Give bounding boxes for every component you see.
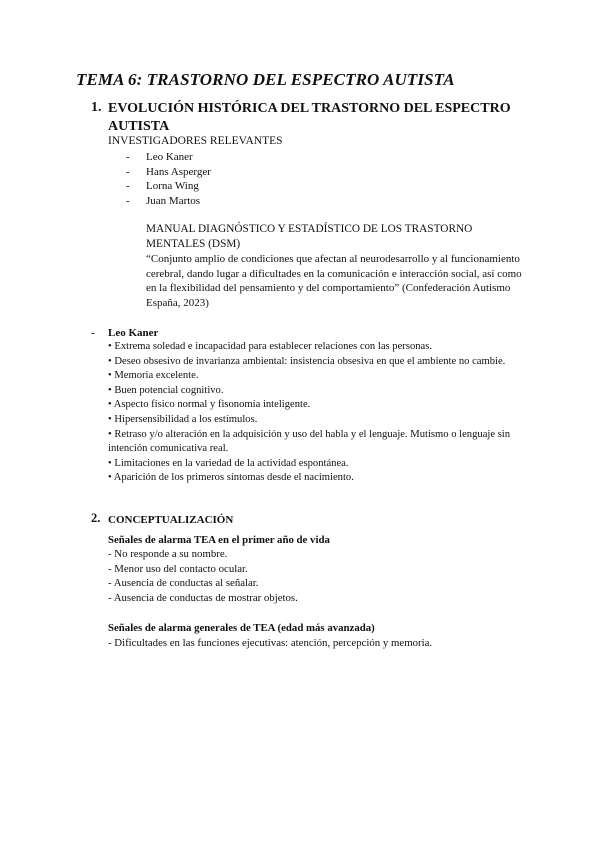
dsm-heading: MANUAL DIAGNÓSTICO Y ESTADÍSTICO DE LOS TRASTORNO MENTALES (DSM)	[146, 223, 473, 250]
list-item: - Menor uso del contacto ocular.	[108, 562, 248, 575]
list-item: • Limitaciones en la variedad de la actividad espontánea.	[108, 457, 349, 469]
dsm-quote: “Conjunto amplio de condiciones que afectan al neurodesarrollo y al funcionamiento cerebral, dando lugar a dificultades en la comunicación e interacción social, así como en la flexibilidad del pensamiento y del comportamiento” (Confederación Autismo España, 2023)	[146, 253, 522, 309]
researchers-list	[126, 150, 211, 209]
list-item: • Deseo obsesivo de invarianza ambiental: insistencia obsesiva en que el ambiente no cambie.	[108, 355, 506, 367]
kaner-dash: -	[91, 327, 95, 339]
list-item: - Leo Kaner	[126, 151, 193, 163]
older-list	[108, 636, 432, 651]
first-year-heading: Señales de alarma TEA en el primer año de vida	[108, 534, 330, 546]
list-item: - Dificultades en las funciones ejecutivas: atención, percepción y memoria.	[108, 637, 433, 649]
first-year-list	[108, 547, 298, 605]
list-item: - Juan Martos	[126, 195, 201, 208]
list-item: - Hans Asperger	[126, 165, 211, 178]
list-item: - Ausencia de conductas al señalar.	[108, 577, 259, 590]
section-2-title: CONCEPTUALIZACIÓN	[108, 514, 234, 526]
section-2-number: 2.	[91, 511, 101, 525]
list-item: - No responde a su nombre.	[108, 548, 228, 560]
document-title: TEMA 6: TRASTORNO DEL ESPECTRO AUTISTA	[76, 70, 455, 89]
list-item: • Retraso y/o alteración en la adquisición y uso del habla y el lenguaje. Mutismo o lenguaje sin intención comunicativa real.	[108, 428, 511, 455]
list-item: - Ausencia de conductas de mostrar objetos.	[108, 591, 298, 604]
list-item: - Lorna Wing	[126, 180, 199, 193]
list-item: • Hipersensibilidad a los estímulos.	[108, 413, 258, 425]
list-item: • Aspecto físico normal y fisonomía inteligente.	[108, 399, 311, 411]
list-item: • Buen potencial cognitivo.	[108, 384, 224, 396]
kaner-traits-list	[108, 340, 533, 486]
list-item: • Memoria excelente.	[108, 370, 199, 382]
list-item: • Aparición de los primeros síntomas desde el nacimiento.	[108, 472, 354, 484]
older-heading: Señales de alarma generales de TEA (edad más avanzada)	[108, 622, 375, 634]
section-1-number: 1.	[91, 100, 102, 115]
researchers-subheading: INVESTIGADORES RELEVANTES	[108, 135, 283, 147]
list-item: • Extrema soledad e incapacidad para establecer relaciones con las personas.	[108, 341, 433, 352]
section-1-title: EVOLUCIÓN HISTÓRICA DEL TRASTORNO DEL ESPECTRO AUTISTA	[108, 101, 511, 134]
kaner-heading: Leo Kaner	[108, 327, 159, 339]
